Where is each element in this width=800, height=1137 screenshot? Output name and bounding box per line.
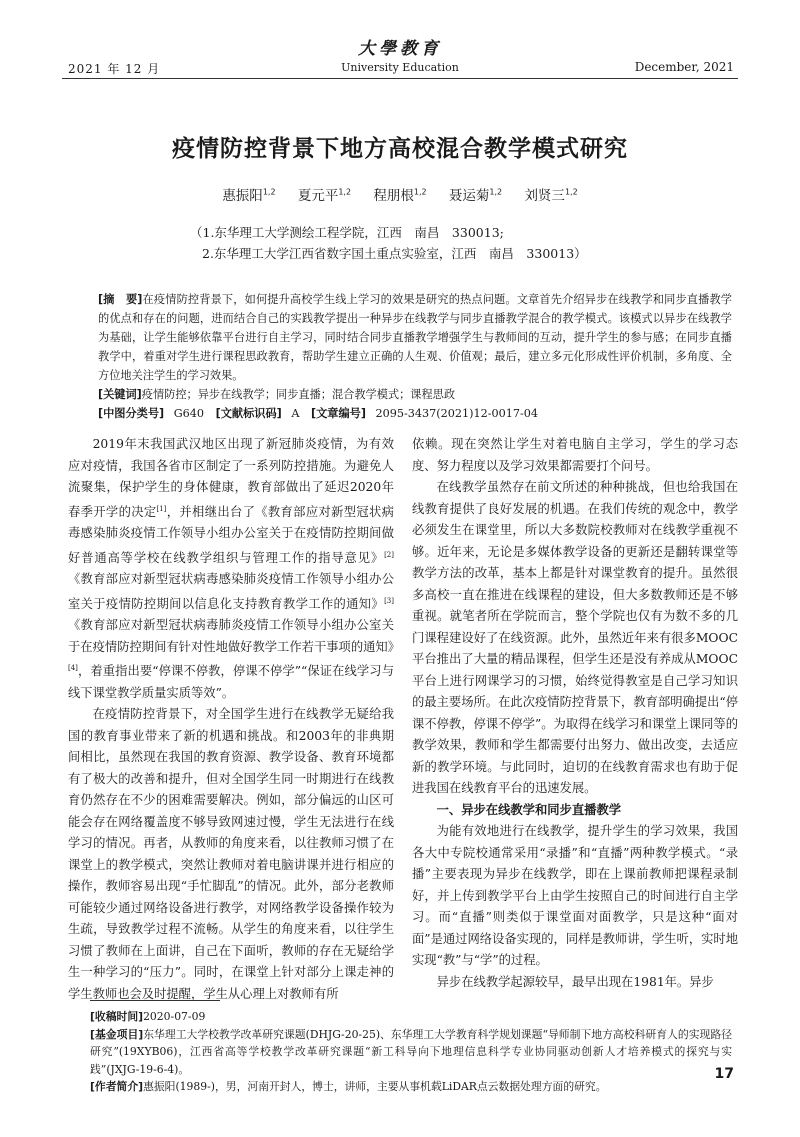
- author-affiliation-mark: 1,2: [564, 187, 578, 197]
- footnote-rule: [90, 1000, 220, 1001]
- keywords-label: [关键词]: [98, 388, 142, 401]
- body-column-right: [412, 434, 738, 993]
- body-paragraph: 在疫情防控背景下，对全国学生进行在线教学无疑给我国的教育事业带来了新的机遇和挑战。和2003年的非典期间相比，虽然现在我国的教育资源、教学设备、教育环境都有了极大的改善和提升，但对全国学生同一时期进行在线教育仍然存在不少的困难需要解决。例如，部分偏远的山区可能会存在网络覆盖度不够导致网速过慢，学生无法进行在线学习的情况。再者，从教师的角度来看，以往教师习惯了在课堂上的教学模式，突然让教师对着电脑讲课并进行相应的操作，教师容易出现“手忙脚乱”的情况。此外，部分老教师可能较少通过网络设备进行教学，对网络教学设备操作较为生疏，导致教学过程不流畅。从学生的角度来看，以往学生习惯了教师在上面讲，自己在下面听，教师的存在无疑给学生一种学习的“压力”。同时，在课堂上针对部分上课走神的学生教师也会及时提醒，学生从心理上对教师有所: [68, 707, 394, 1001]
- abstract: [98, 290, 732, 385]
- affiliation-line: 2.东华理工大学江西省数字国土重点实验室，江西 南昌 330013）: [202, 246, 587, 261]
- journal-name-cn: 大學教育: [358, 39, 442, 59]
- paper-title: 疫情防控背景下地方高校混合教学模式研究: [172, 136, 628, 162]
- author: [222, 188, 275, 204]
- section-heading: 一、异步在线教学和同步直播教学: [436, 802, 622, 817]
- author: [298, 188, 351, 204]
- article-number-label: [文章编号]: [310, 407, 366, 420]
- author: [524, 188, 577, 204]
- affiliation-line: （1.东华理工大学测绘工程学院，江西 南昌 330013;: [190, 225, 504, 240]
- author: [373, 188, 426, 204]
- keywords-text: 疫情防控；异步在线教学；同步直播；混合教学模式；课程思政: [141, 388, 456, 401]
- classification-line: [98, 405, 732, 421]
- footnote-received: [收稿时间]2020-07-09: [90, 1010, 206, 1023]
- doc-code-value: A: [291, 407, 300, 420]
- affiliations: [190, 222, 587, 264]
- author-name: 聂运菊: [448, 188, 490, 204]
- abstract-text: 在疫情防控背景下，如何提升高校学生线上学习的效果是研究的热点问题。文章首先介绍异步在线教学和同步直播教学的优点和存在的问题，进而结合自己的实践教学提出一种异步在线教学与同步直播教学混合的教学模式。该模式以异步在线教学为基础，让学生能够依靠平台进行自主学习，同时结合同步直播教学增强学生与教师间的互动，提升学生的参与感；在同步直播教学中，着重对学生进行课程思政教育，帮助学生建立正确的人生观、价值观；最后，建立多元化形成性评价机制，多角度、全方位地关注学生的学习效果。: [98, 293, 732, 382]
- citation-ref: [1]: [156, 504, 167, 513]
- page-number: 17: [714, 1066, 734, 1082]
- abstract-label: [摘 要]: [98, 293, 143, 306]
- clc-label: [中图分类号]: [98, 407, 165, 420]
- body-column-left: [68, 434, 401, 1005]
- citation-ref: [4]: [68, 664, 78, 673]
- body-paragraph: 依赖。现在突然让学生对着电脑自主学习，学生的学习态度、努力程度以及学习效果都需要打个问号。: [412, 437, 738, 473]
- journal-name-en: University Education: [341, 61, 459, 74]
- author-list: [0, 184, 800, 204]
- author: [449, 188, 502, 204]
- citation-ref: [3]: [384, 596, 394, 605]
- author-name: 夏元平: [297, 188, 339, 204]
- footnote-funding: [基金项目]东华理工大学校教学改革研究课题(DHJG-20-25)、东华理工大学教育科学规划课题“导师制下地方高校科研育人的实现路径研究”(19XYB06)，江西省高等学校教学改革研究课题“新工科导向下地理信息科学专业协同驱动创新人才培养模式的探究与实践”(JXJG-19-6-4)。: [90, 1027, 732, 1076]
- author-affiliation-mark: 1,2: [489, 187, 503, 197]
- author-affiliation-mark: 1,2: [338, 187, 352, 197]
- doc-code-label: [文献标识码]: [215, 407, 282, 420]
- clc-value: G640: [173, 407, 205, 420]
- author-name: 刘贤三: [524, 188, 565, 204]
- citation-ref: [2]: [384, 550, 394, 559]
- body-paragraph: 2019年末我国武汉地区出现了新冠肺炎疫情，为有效应对疫情，我国各省市区制定了一系列防控措施。为避免人流聚集，保护学生的身体健康，教育部做出了延迟2020年春季开学的决定[1]，并相继出台了《教育部应对新型冠状病毒感染肺炎疫情工作领导小组办公室关于在疫情防控期间做好普通高等学校在线教学组织与管理工作的指导意见》[2]《教育部应对新型冠状病毒感染肺炎疫情工作领导小组办公室关于疫情防控期间以信息化支持教育教学工作的通知》[3]《教育部应对新型冠状病毒肺炎疫情工作领导小组办公室关于在疫情防控期间有针对性地做好教学工作若干事项的通知》[4]，着重指出要“停课不停教，停课不停学”“保证在线学习与线下课堂教学质量实质等效”。: [68, 437, 401, 700]
- article-number-value: 2095-3437(2021)12-0017-04: [375, 407, 538, 420]
- header-date-cn: 2021 年 12 月: [68, 62, 161, 76]
- author-name: 惠振阳: [222, 188, 263, 204]
- author-name: 程朋根: [373, 188, 414, 204]
- footnotes: [90, 1008, 732, 1096]
- body-paragraph: 为能有效地进行在线教学，提升学生的学习效果，我国各大中专院校通常采用“录播”和“直播”两种教学模式。“录播”主要表现为异步在线教学，即在上课前教师把课程录制好，并上传到教学平台上由学生按照自己的时间进行自主学习。而“直播”则类似于课堂面对面教学，只是这种“面对面”是通过网络设备实现的，同样是教师讲，学生听，实时地实现“教”与“学”的过程。: [412, 824, 739, 967]
- header-rule: [62, 78, 738, 79]
- footnote-author-bio: [作者简介]惠振阳(1989-)，男，河南开封人，博士，讲师，主要从事机载LiDAR点云数据处理方面的研究。: [90, 1080, 607, 1093]
- body-paragraph: 异步在线教学起源较早，最早出现在1981年。异步: [436, 974, 714, 989]
- keywords: [98, 386, 732, 402]
- body-paragraph: 在线教学虽然存在前文所述的种种挑战，但也给我国在线教育提供了良好发展的机遇。在我们传统的观念中，教学必须发生在课堂里，所以大多数院校教师对在线教学重视不够。近年来，无论是多媒体教学设备的更新还是翻转课堂等教学方法的改革，基本上都是针对课堂教育的提升。虽然很多高校一直在推进在线课程的建设，但大多数教师还是不够重视。就笔者所在学院而言，整个学院也仅有为数不多的几门课程建设好了在线资源。此外，虽然近年来有很多MOOC平台推出了大量的精品课程，但学生还是没有养成从MOOC平台上进行网课学习的习惯，始终觉得教室是自己学习知识的最主要场所。在此次疫情防控背景下，教育部明确提出“停课不停教，停课不停学”。为取得在线学习和课堂上课同等的教学效果，教师和学生都需要付出努力、做出改变，去适应新的教学环境。与此同时，迫切的在线教育需求也有助于促进我国在线教育平台的迅速发展。: [412, 480, 739, 795]
- header-date-en: December, 2021: [634, 60, 734, 74]
- author-affiliation-mark: 1,2: [262, 187, 276, 197]
- author-affiliation-mark: 1,2: [413, 187, 427, 197]
